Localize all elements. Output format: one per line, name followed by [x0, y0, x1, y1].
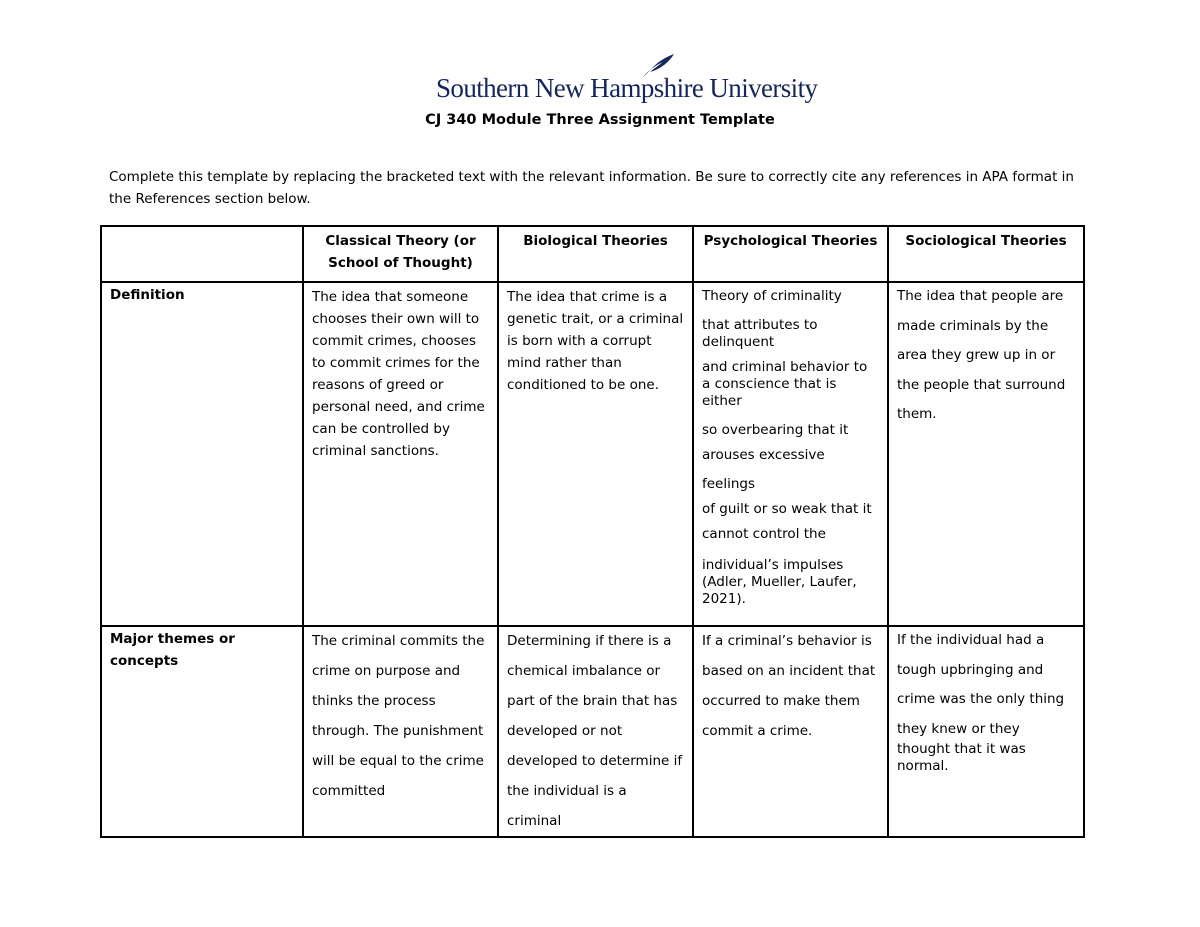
row-label-major-themes: Major themes or concepts — [101, 626, 303, 837]
cell-sociological-major: If the individual had a tough upbringing and crime was the only thing they knew or they thought that it was normal. — [888, 626, 1084, 837]
feather-logo-icon — [641, 53, 675, 79]
header-biological: Biological Theories — [498, 226, 693, 282]
university-logo — [436, 55, 818, 103]
cell-psychological-major: If a criminal’s behavior is based on an incident that occurred to make them commit a crime. — [693, 626, 888, 837]
cell-biological-major: Determining if there is a chemical imbalance or part of the brain that has developed or not developed to determine if the individual is a criminal — [498, 626, 693, 837]
table-header-row — [101, 226, 1084, 282]
cell-psychological-definition: Theory of criminality that attributes to delinquent and criminal behavior to a conscience that is either so overbearing that it arouses excessive feelings of guilt or so weak that it cannot control the individual’s impulses (Adler, Mueller, Laufer, 2021). — [693, 282, 888, 626]
page-title: CJ 340 Module Three Assignment Template — [425, 112, 775, 128]
instructions-text: Complete this template by replacing the bracketed text with the relevant information. Be sure to correctly cite any references in APA format in the References section below. — [109, 169, 1074, 207]
cell-classical-definition: The idea that someone chooses their own will to commit crimes, chooses to commit crimes for the reasons of greed or personal need, and crime can be controlled by criminal sanctions. — [303, 282, 498, 626]
university-name: Southern New Hampshire University — [436, 73, 818, 103]
cell-sociological-definition: The idea that people are made criminals by the area they grew up in or the people that surround them. — [888, 282, 1084, 626]
header-psychological: Psychological Theories — [693, 226, 888, 282]
header-classical: Classical Theory (or School of Thought) — [303, 226, 498, 282]
theories-table — [100, 225, 1085, 838]
cell-classical-major: The criminal commits the crime on purpose and thinks the process through. The punishment will be equal to the crime committed — [303, 626, 498, 837]
cell-biological-definition: The idea that crime is a genetic trait, or a criminal is born with a corrupt mind rather than conditioned to be one. — [498, 282, 693, 626]
header-sociological: Sociological Theories — [888, 226, 1084, 282]
row-label-definition: Definition — [101, 282, 303, 626]
table-row — [101, 282, 1084, 626]
table-row — [101, 626, 1084, 837]
header-cell-empty — [101, 226, 303, 282]
